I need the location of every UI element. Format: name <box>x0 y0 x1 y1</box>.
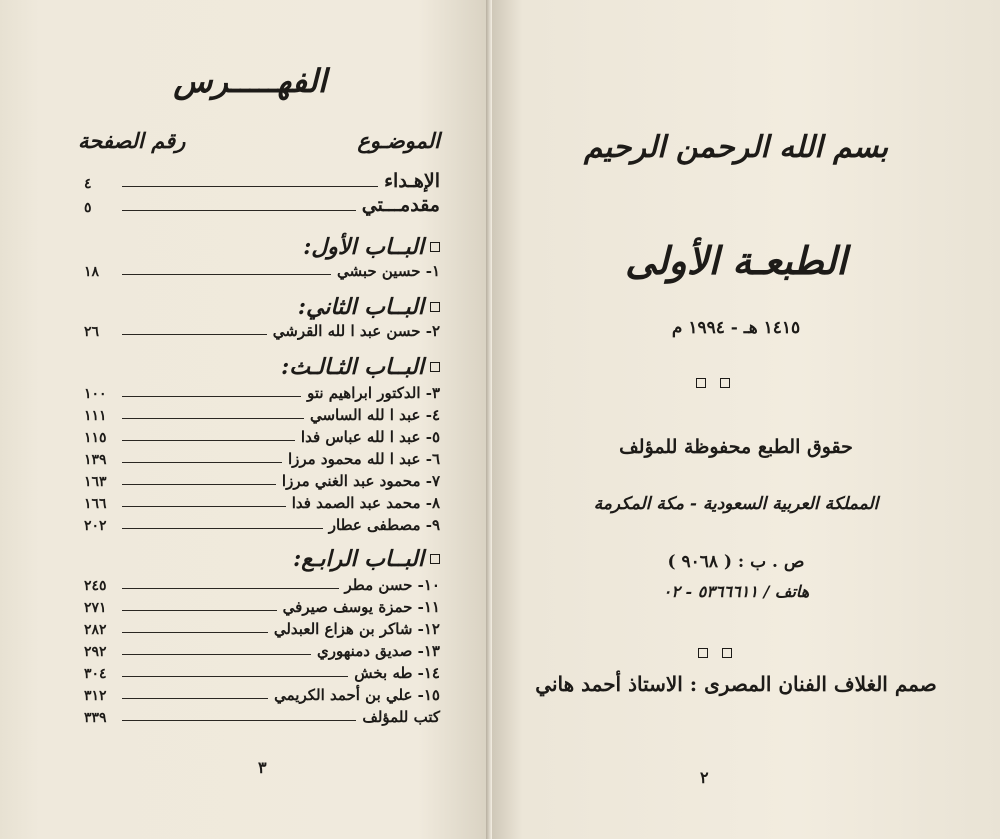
square-bullet-icon <box>430 554 440 564</box>
index-row <box>84 572 440 594</box>
basmala: بسم الله الرحمن الرحيم <box>583 130 889 165</box>
chapter-heading <box>303 234 440 260</box>
index-row <box>84 170 440 192</box>
leader-line <box>122 186 378 187</box>
entry-page: ١٦٣ <box>84 474 107 490</box>
index-row <box>84 380 440 402</box>
square-ornament-icon <box>720 378 730 388</box>
entry-title: الإهـداء <box>384 170 440 192</box>
entry-title: ٥- عبد ا لله عباس فدا <box>300 428 440 446</box>
leader-line <box>122 274 331 275</box>
ornament <box>698 648 732 658</box>
index-title: الفهـــــرس <box>173 62 327 100</box>
chapter-heading <box>281 354 440 380</box>
entry-page: ٢٧١ <box>84 600 107 616</box>
index-row <box>84 490 440 512</box>
chapter-heading <box>298 294 440 320</box>
leader-line <box>122 588 339 589</box>
entry-title: ١٤- طه بخش <box>354 664 440 682</box>
entry-title: ٣- الدكتور ابراهيم نتو <box>307 384 440 402</box>
entry-title: ٦- عبد ا لله محمود مرزا <box>287 450 440 468</box>
copyright-notice: حقوق الطبع محفوظة للمؤلف <box>619 436 853 458</box>
square-ornament-icon <box>698 648 708 658</box>
index-row <box>84 318 440 340</box>
location: المملكة العربية السعودية - مكة المكرمة <box>593 494 879 514</box>
square-ornament-icon <box>722 648 732 658</box>
chapter-title: البــاب الأول: <box>303 234 424 260</box>
index-row <box>84 616 440 638</box>
entry-page: ١٣٩ <box>84 452 107 468</box>
index-row <box>84 446 440 468</box>
entry-title: ١٥- علي بن أحمد الكريمي <box>274 686 440 704</box>
column-header-page: رقم الصفحة <box>78 128 186 153</box>
square-bullet-icon <box>430 362 440 372</box>
po-box: ص . ب : ( ٩٠٦٨ ) <box>667 552 805 572</box>
leader-line <box>122 210 356 211</box>
leader-line <box>122 632 268 633</box>
leader-line <box>122 484 276 485</box>
entry-page: ٢٩٢ <box>84 644 107 660</box>
entry-page: ٣١٢ <box>84 688 107 704</box>
leader-line <box>122 506 286 507</box>
entry-page: ١١٥ <box>84 430 107 446</box>
entry-page: ٤ <box>84 176 92 192</box>
leader-line <box>122 334 267 335</box>
chapter-heading <box>293 546 440 572</box>
leader-line <box>122 440 295 441</box>
index-row <box>84 682 440 704</box>
leader-line <box>122 396 301 397</box>
entry-page: ١٨ <box>84 264 100 280</box>
entry-page: ٢٦ <box>84 324 100 340</box>
leader-line <box>122 720 356 721</box>
title-page <box>492 0 1000 839</box>
square-bullet-icon <box>430 302 440 312</box>
leader-line <box>122 654 311 655</box>
index-row <box>84 704 440 726</box>
entry-title: كتب للمؤلف <box>362 708 440 726</box>
index-row <box>84 660 440 682</box>
edition-date: ١٤١٥ هـ - ١٩٩٤ م <box>671 318 801 338</box>
leader-line <box>122 528 323 529</box>
entry-title: ١٢- شاكر بن هزاع العبدلي <box>273 620 440 638</box>
entry-page: ٢٤٥ <box>84 578 107 594</box>
leader-line <box>122 418 304 419</box>
index-row <box>84 194 440 216</box>
index-row <box>84 424 440 446</box>
index-row <box>84 402 440 424</box>
index-row <box>84 638 440 660</box>
entry-page: ٣٣٩ <box>84 710 107 726</box>
phone: هاتف / ٥٣٦٦٦١١ - ٠٢ <box>662 582 810 601</box>
column-header-topic: الموضـوع <box>357 128 440 153</box>
entry-title: ٤- عبد ا لله الساسي <box>309 406 440 424</box>
index-row <box>84 594 440 616</box>
entry-page: ٢٨٢ <box>84 622 107 638</box>
entry-title: ١٣- صديق دمنهوري <box>317 642 440 660</box>
entry-page: ١٦٦ <box>84 496 107 512</box>
index-row <box>84 258 440 280</box>
leader-line <box>122 676 348 677</box>
ornament <box>696 378 730 388</box>
chapter-title: البــاب الرابـع: <box>293 546 424 572</box>
leader-line <box>122 610 277 611</box>
entry-title: ٢- حسن عبد ا لله القرشي <box>272 322 440 340</box>
entry-title: ٨- محمد عبد الصمد فدا <box>291 494 440 512</box>
square-ornament-icon <box>696 378 706 388</box>
leader-line <box>122 698 268 699</box>
entry-title: ١١- حمزة يوسف صيرفي <box>282 598 440 616</box>
index-row <box>84 512 440 534</box>
entry-title: ٧- محمود عبد الغني مرزا <box>281 472 440 490</box>
entry-page: ٣٠٤ <box>84 666 107 682</box>
entry-title: مقدمـــتي <box>361 194 440 216</box>
cover-design-credit: صمم الغلاف الفنان المصرى : الاستاذ أحمد هاني <box>535 672 937 696</box>
entry-page: ١٠٠ <box>84 386 107 402</box>
square-bullet-icon <box>430 242 440 252</box>
entry-title: ١- حسين حبشي <box>336 262 440 280</box>
entry-title: ٩- مصطفى عطار <box>328 516 440 534</box>
page-number: ٣ <box>258 758 267 777</box>
chapter-title: البــاب الثـالـث: <box>281 354 424 380</box>
index-row <box>84 468 440 490</box>
entry-title: ١٠- حسن مطر <box>344 576 440 594</box>
leader-line <box>122 462 282 463</box>
entry-page: ١١١ <box>84 408 107 424</box>
entry-page: ٥ <box>84 200 92 216</box>
edition-title: الطبعـة الأولى <box>625 238 847 283</box>
entry-page: ٢٠٢ <box>84 518 107 534</box>
chapter-title: البــاب الثاني: <box>297 294 424 320</box>
page-number: ٢ <box>700 768 709 787</box>
index-page <box>0 0 492 839</box>
